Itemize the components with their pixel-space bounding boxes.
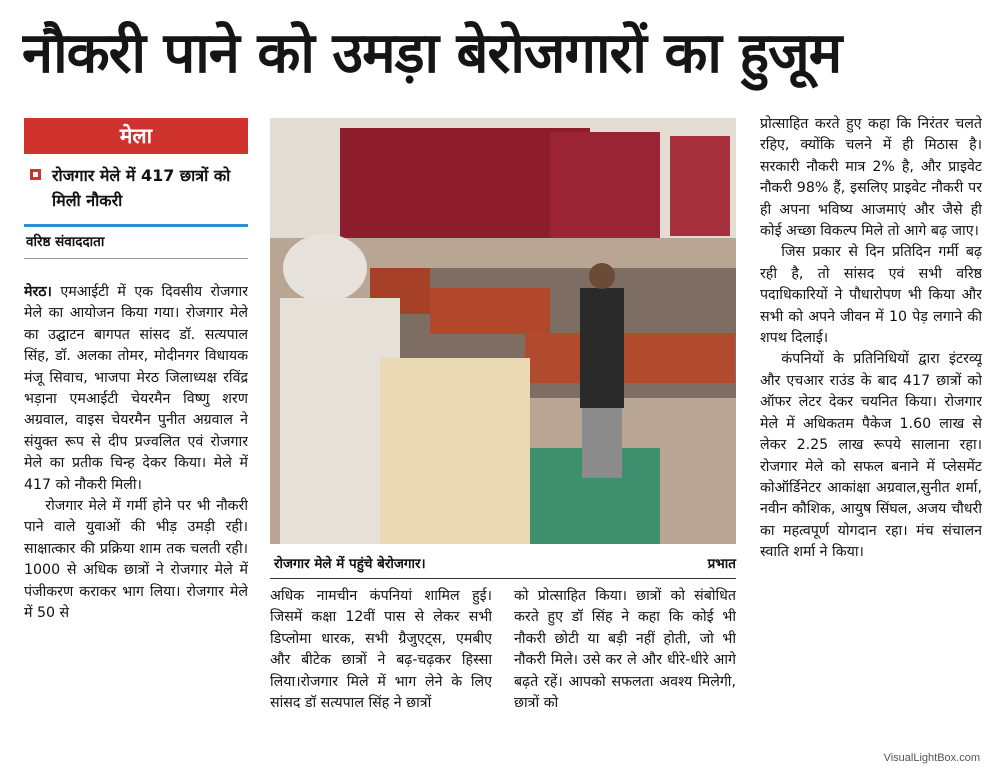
paragraph: अधिक नामचीन कंपनियां शामिल हुई। जिसमें कक्षा 12वीं पास से लेकर सभी डिप्लोमा धारक, सभी ग्रैजुएट्स, एमबीए और बीटेक छात्रों ने बढ़-चढ़कर हिस्सा लिया।रोजगार मिले में भाग लेने के लिए सांसद डॉ सत्यपाल सिंह ने छात्रों xyxy=(270,588,492,712)
caption-rule xyxy=(270,578,736,579)
article-column-3 xyxy=(514,586,736,756)
paragraph xyxy=(24,282,248,496)
bullet-box-icon xyxy=(30,169,41,180)
section-kicker: मेला xyxy=(24,118,248,154)
paragraph: को प्रोत्साहित किया। छात्रों को संबोधित करते हुए डॉ सिंह ने कहा कि कोई भी नौकरी छोटी या बड़ी नहीं होती, जो भी नौकरी मिले। उसे कर ले और धीरे-धीरे आगे बढ़ते रहें। आपको सफलता अवश्य मिलेगी, छात्रों को xyxy=(514,588,736,712)
paragraph: कंपनियों के प्रतिनिधियों द्वारा इंटरव्यू और एचआर राउंड के बाद 417 छात्रों को ऑफर लेटर देकर चयनित किया। रोजगार मेले में अधिकतम पैकेज 1.60 लाख से लेकर 2.25 लाख रूपये सालाना रहा। रोजगार मेले को सफल बनाने में प्लेसमेंट कोऑर्डिनेटर आकांक्षा अग्रवाल,सुनीत शर्मा, नवीन कौशिक, आयुष सिंघल, अजय चौधरी का महत्वपूर्ण योगदान रहा। मंच संचालन स्वाति शर्मा ने किया। xyxy=(760,351,982,561)
thin-rule-divider xyxy=(24,258,248,259)
paragraph: रोजगार मेले में गर्मी होने पर भी नौकरी पाने वाले युवाओं की भीड़ उमड़ी रही। साक्षात्कार की प्रक्रिया शाम तक चलती रही। 1000 से अधिक छात्रों ने रोजगार मेले में पंजीकरण कराकर भाग लिया। रोजगार मेले में 50 से xyxy=(24,498,248,622)
article-column-2 xyxy=(270,586,492,756)
dateline: मेरठ। xyxy=(24,284,52,300)
article-column-4 xyxy=(760,114,982,754)
blue-rule-divider xyxy=(24,224,248,227)
photo-caption: रोजगार मेले में पहुंचे बेरोजगार। xyxy=(274,556,426,572)
paragraph: जिस प्रकार से दिन प्रतिदिन गर्मी बढ़ रही है, तो सांसद एवं सभी वरिष्ठ पदाधिकारियों ने पौधारोपण भी किया और सभी को अपने जीवन में 10 पेड़ लगाने की शपथ दिलाई। xyxy=(760,244,982,347)
photo-caption-bar xyxy=(270,552,736,576)
subheadline xyxy=(30,163,250,213)
photo-credit: प्रभात xyxy=(707,556,736,572)
event-photo xyxy=(270,118,736,544)
paragraph-text: एमआईटी में एक दिवसीय रोजगार मेले का आयोजन किया गया। रोजगार मेले का उद्घाटन बागपत सांसद डॉ. सत्यपाल सिंह, डॉ. अलका तोमर, मोदीनगर विधायक मंजू सिवाच, भाजपा मेरठ जिलाध्यक्ष रविंद्र भड़ाना एमआईटी चेयरमैन विष्णु शरण अग्रवाल, वाइस चेयरमैन पुनीत अग्रवाल ने संयुक्त रूप से दीप प्रज्वलित एवं रोजगार मेले का प्रतीक चिन्ह देकर किया। मेले में 417 को नौकरी मिली। xyxy=(24,284,248,493)
byline: वरिष्ठ संवाददाता xyxy=(26,234,105,250)
paragraph: प्रोत्साहित करते हुए कहा कि निरंतर चलते रहिए, क्योंकि चलने में ही मिठास है। सरकारी नौकरी मात्र 2% है, और प्राइवेट नौकरी 98% हैं, इसलिए प्राइवेट नौकरी पर ही अपना भविष्य आजमाएं और जैसे ही कोई अच्छा विकल्प मिले तो आगे बढ़ जाए। xyxy=(760,116,982,240)
subheadline-text: रोजगार मेले में 417 छात्रों को मिली नौकरी xyxy=(52,166,231,210)
article-column-1 xyxy=(24,282,248,754)
photo-illustration xyxy=(270,118,736,544)
headline: नौकरी पाने को उमड़ा बेरोजगारों का हुजूम xyxy=(22,21,842,86)
watermark: VisualLightBox.com xyxy=(883,752,980,764)
